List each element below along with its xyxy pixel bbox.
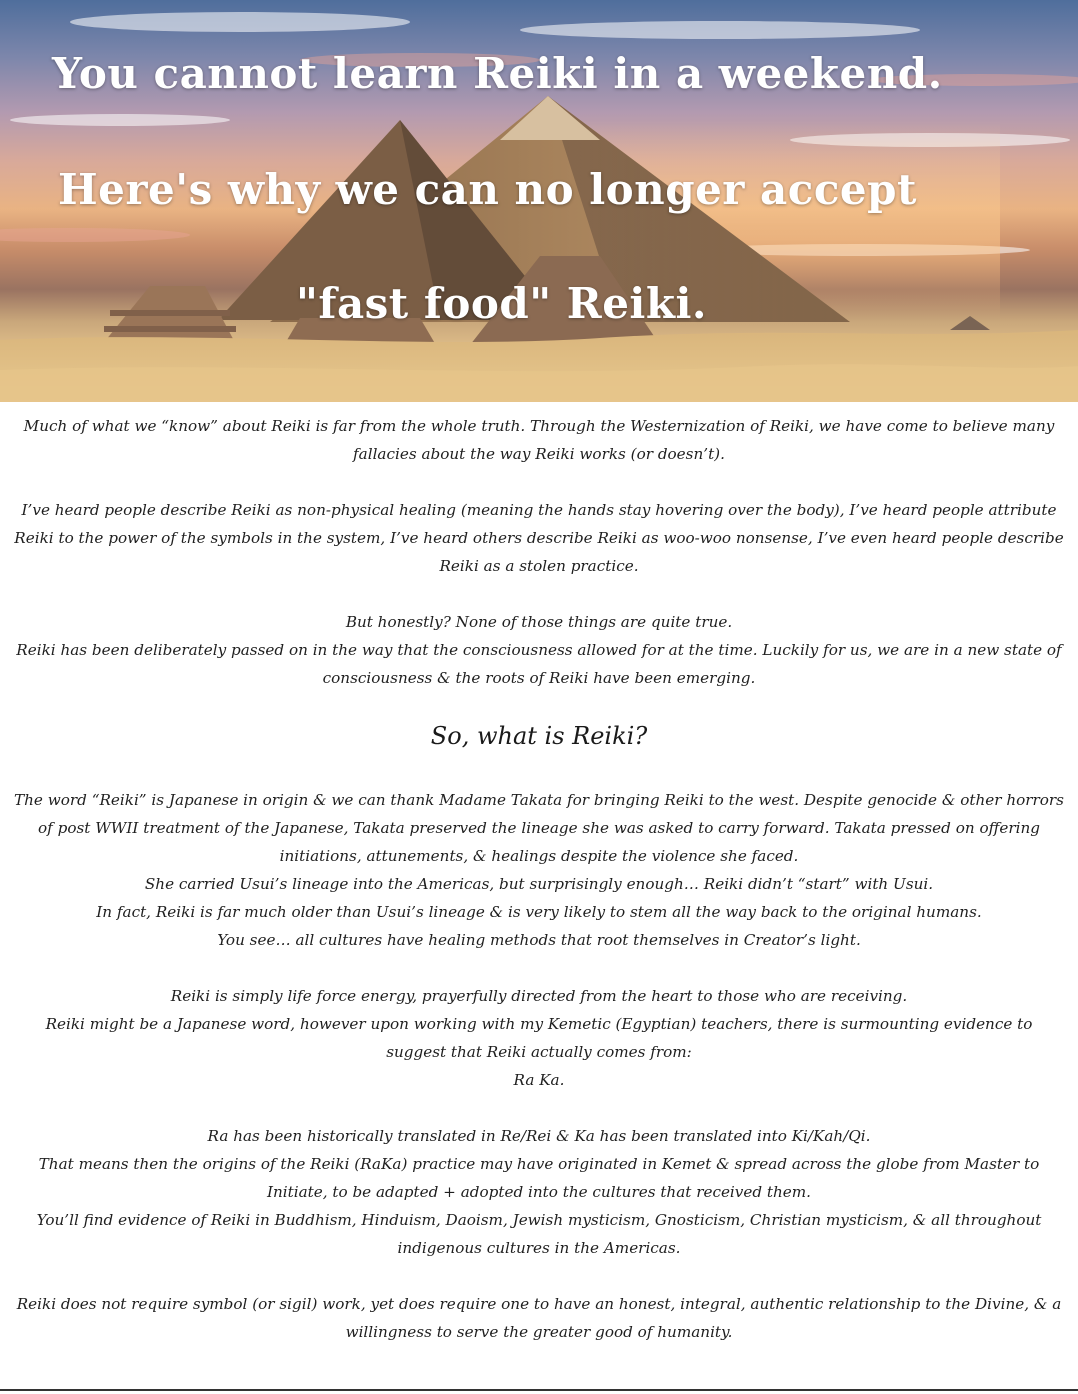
title-line-3: "fast food" Reiki.	[296, 279, 708, 328]
section-paragraph-7: Ra Ka.	[513, 1071, 565, 1089]
section-paragraph-6: Reiki might be a Japanese word, however upon working with my Kemetic (Egyptian) teachers, there is surmounting evidence to suggest that Reiki actually comes from:	[45, 1015, 1033, 1061]
section-paragraph-9: That means then the origins of the Reiki (RaKa) practice may have originated in Kemet & spread across the globe from Master to Initiate, to be adapted + adopted into the cultures that received them.	[38, 1155, 1040, 1201]
section-paragraph-10: You’ll find evidence of Reiki in Buddhism, Hinduism, Daoism, Jewish mysticism, Gnosticism, Christian mysticism, & all throughout indigenous cultures in the Americas.	[36, 1211, 1042, 1257]
intro-paragraph-3: But honestly? None of those things are quite true.	[345, 613, 733, 631]
section-paragraph-11: Reiki does not require symbol (or sigil) work, yet does require one to have an honest, integral, authentic relationship to the Divine, & a willingness to serve the greater good of humanity.	[16, 1295, 1062, 1341]
section-paragraph-4: You see… all cultures have healing methods that root themselves in Creator’s light.	[217, 931, 861, 949]
title-line-1: You cannot learn Reiki in a weekend.	[52, 49, 943, 98]
title-line-2: Here's why we can no longer accept	[58, 165, 917, 214]
section-paragraph-1: The word “Reiki” is Japanese in origin & we can thank Madame Takata for bringing Reiki to the west. Despite genocide & other horrors of post WWII treatment of the Japanese, Takata preserved the lineage she was asked to carry forward. Takata pressed on offering initiations, attunements, & healings despite the violence she faced.	[14, 791, 1064, 865]
intro-paragraph-4: Reiki has been deliberately passed on in the way that the consciousness allowed for at the time. Luckily for us, we are in a new state of consciousness & the roots of Reiki have been emerging.	[16, 641, 1062, 687]
section-paragraph-5: Reiki is simply life force energy, prayerfully directed from the heart to those who are receiving.	[170, 987, 908, 1005]
bottom-divider	[0, 1389, 1078, 1391]
section-paragraph-8: Ra has been historically translated in Re/Rei & Ka has been translated into Ki/Kah/Qi.	[207, 1127, 871, 1145]
hero-banner	[0, 0, 1078, 402]
section-heading: So, what is Reiki?	[430, 722, 648, 750]
article-body	[0, 402, 1078, 1387]
intro-paragraph-1: Much of what we “know” about Reiki is far from the whole truth. Through the Westernization of Reiki, we have come to believe many fallacies about the way Reiki works (or doesn’t).	[23, 417, 1055, 463]
intro-paragraph-2: I’ve heard people describe Reiki as non-physical healing (meaning the hands stay hovering over the body), I’ve heard people attribute Reiki to the power of the symbols in the system, I’ve heard others describe Reiki as woo-woo nonsense, I’ve even heard people describe Reiki as a stolen practice.	[14, 501, 1064, 575]
section-paragraph-2: She carried Usui’s lineage into the Americas, but surprisingly enough… Reiki didn’t “start” with Usui.	[144, 875, 934, 893]
section-paragraph-3: In fact, Reiki is far much older than Usui’s lineage & is very likely to stem all the way back to the original humans.	[96, 903, 982, 921]
